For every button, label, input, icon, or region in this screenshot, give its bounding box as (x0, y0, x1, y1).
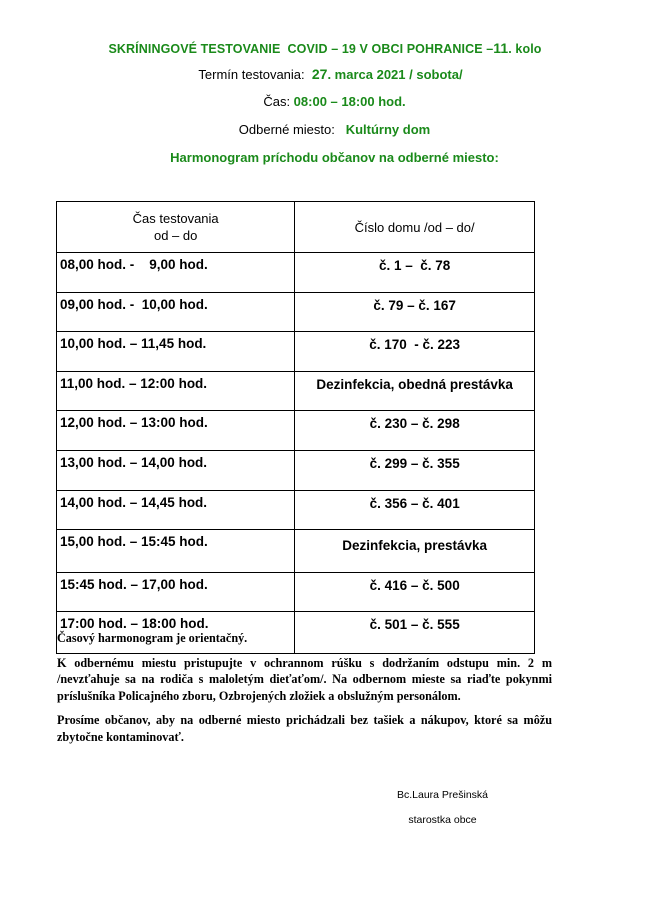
note-no-bags: Prosíme občanov, aby na odberné miesto prichádzali bez tašiek a nákupov, ktoré sa môžu zbytočne kontaminovať. (57, 713, 552, 744)
time-cell: 08,00 hod. - 9,00 hod. (57, 253, 295, 293)
column-header-houses: Číslo domu /od – do/ (295, 202, 535, 253)
houses-cell: č. 501 – č. 555 (295, 612, 535, 654)
time-cell: 14,00 hod. – 14,45 hod. (57, 490, 295, 530)
date-day: 27 (311, 66, 328, 82)
houses-cell: Dezinfekcia, obedná prestávka (295, 371, 535, 411)
document-title (45, 40, 605, 56)
signature-name: Bc.Laura Prešinská (396, 789, 489, 801)
time-cell: 13,00 hod. – 14,00 hod. (57, 450, 295, 490)
title-prefix: SKRÍNINGOVÉ TESTOVANIE COVID – 19 V OBCI POHRANICE – (108, 42, 494, 56)
date-rest: . marca 2021 / sobota/ (327, 67, 463, 82)
time-value: 08:00 – 18:00 hod. (293, 94, 406, 109)
note-mask-distance: K odbernému miestu pristupujte v ochrannom rúšku s dodržaním odstupu min. 2 m /nevzťahuje sa na rodiča s maloletým dieťaťom/. Na odbernom mieste sa riaďte pokynmi príslušníka Policajného zboru, Ozbrojených zložiek a obslužným personálom. (57, 655, 552, 703)
time-cell: 15:45 hod. – 17,00 hod. (57, 572, 295, 612)
testing-place (12, 122, 645, 137)
time-cell: 17:00 hod. – 18:00 hod. (57, 612, 295, 654)
houses-cell: č. 416 – č. 500 (295, 572, 535, 612)
table-row (57, 490, 535, 530)
table-row (57, 530, 535, 573)
table-row (57, 292, 535, 332)
houses-cell: č. 170 - č. 223 (295, 332, 535, 372)
time-cell: 15,00 hod. – 15:45 hod. (57, 530, 295, 573)
time-cell: 10,00 hod. – 11,45 hod. (57, 332, 295, 372)
table-row (57, 332, 535, 372)
signature-title: starostka obce (408, 814, 477, 826)
time-cell: 11,00 hod. – 12:00 hod. (57, 371, 295, 411)
table-header-row (57, 202, 535, 253)
time-cell: 12,00 hod. – 13:00 hod. (57, 411, 295, 451)
notes-section (57, 630, 552, 753)
houses-cell: č. 230 – č. 298 (295, 411, 535, 451)
time-cell: 09,00 hod. - 10,00 hod. (57, 292, 295, 332)
houses-cell: č. 299 – č. 355 (295, 450, 535, 490)
houses-cell: Dezinfekcia, prestávka (295, 530, 535, 573)
place-label: Odberné miesto: (238, 122, 346, 137)
time-label: Čas: (263, 94, 294, 109)
table-row (57, 411, 535, 451)
table-row (57, 253, 535, 293)
houses-cell: č. 1 – č. 78 (295, 253, 535, 293)
round-number: 11 (493, 40, 509, 56)
houses-cell: č. 79 – č. 167 (295, 292, 535, 332)
column-header-time-line1: Čas testovania (132, 211, 219, 226)
date-label: Termín testovania: (198, 67, 312, 82)
houses-cell: č. 356 – č. 401 (295, 490, 535, 530)
schedule-table (56, 201, 535, 654)
schedule-heading: Harmonogram príchodu občanov na odberné miesto: (170, 150, 499, 165)
place-value: Kultúrny dom (345, 122, 431, 137)
table-row (57, 572, 535, 612)
column-header-time-line2: od – do (153, 228, 198, 243)
testing-time (12, 94, 645, 109)
table-row (57, 450, 535, 490)
table-row (57, 371, 535, 411)
testing-date (8, 66, 645, 82)
round-suffix: . kolo (508, 42, 542, 56)
column-header-time (57, 202, 295, 253)
note-orientation: Časový harmonogram je orientačný. (57, 631, 248, 645)
